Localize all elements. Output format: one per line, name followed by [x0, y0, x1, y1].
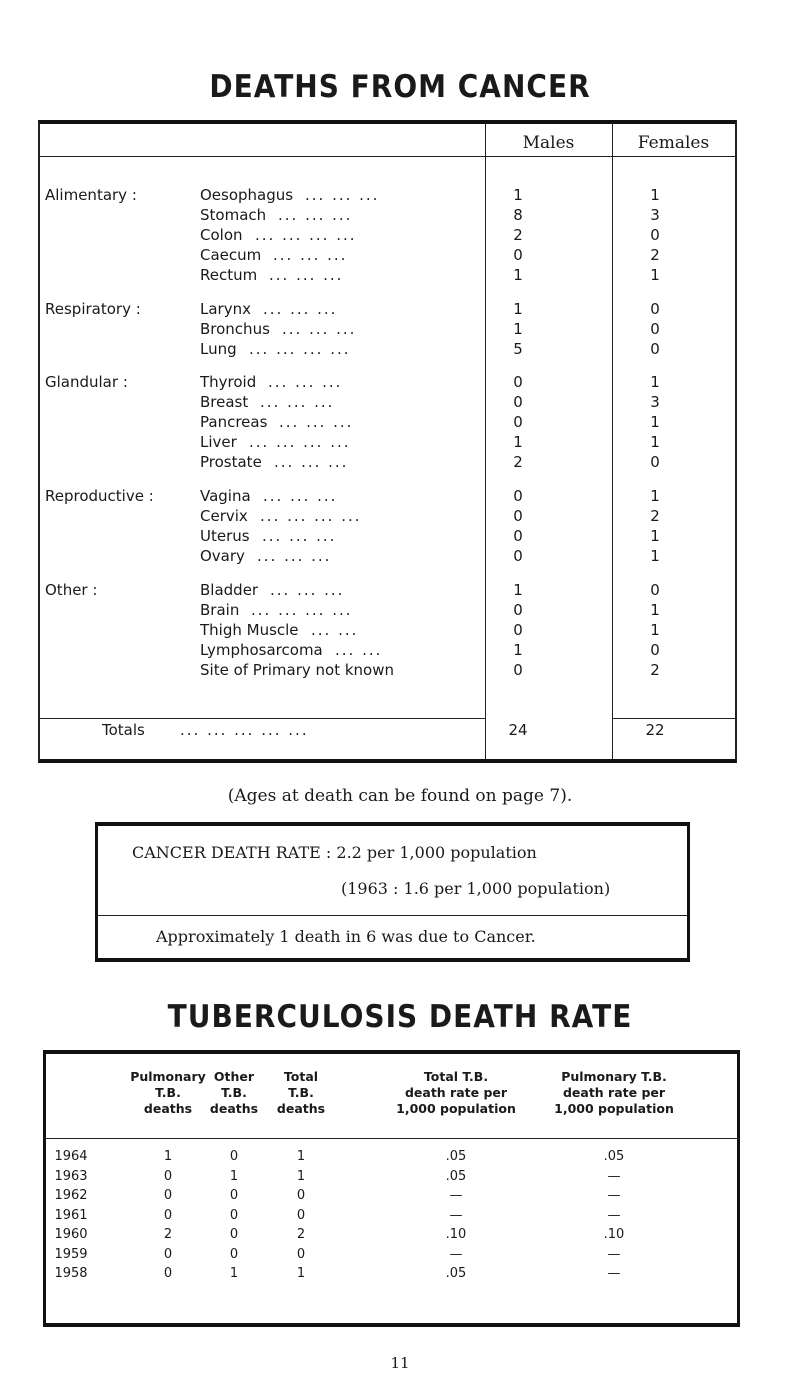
tb-header-line: deaths — [209, 1101, 259, 1116]
site-name: Liver — [200, 433, 237, 451]
tb-header-line: death rate per — [404, 1085, 508, 1100]
tb-cell-total: 2 — [296, 1227, 306, 1242]
totals-males: 24 — [508, 721, 528, 739]
tb-cell-total-rate: — — [449, 1207, 463, 1223]
site-name: Prostate — [200, 453, 262, 471]
leader-dots: ... ... ... ... — [249, 433, 351, 451]
rate-line-2: (1963 : 1.6 per 1,000 population) — [341, 879, 611, 898]
cancer-row — [40, 186, 735, 205]
tb-row — [46, 1266, 737, 1282]
cancer-row — [40, 373, 735, 392]
site-name: Brain — [200, 601, 240, 619]
tb-row — [46, 1188, 737, 1204]
divider — [40, 156, 735, 157]
site-name: Bronchus — [200, 320, 270, 338]
leader-dots: ... ... ... — [279, 413, 354, 431]
males-count: 5 — [513, 340, 523, 358]
site-name: Uterus — [200, 527, 250, 545]
tb-cell-pulmonary: 0 — [163, 1188, 173, 1203]
leader-dots: ... ... ... — [270, 581, 345, 599]
tb-header-line: T.B. — [288, 1085, 314, 1100]
tb-header-line: Total T.B. — [423, 1069, 489, 1084]
females-header: Females — [637, 133, 710, 153]
cancer-row — [40, 641, 735, 660]
site-name: Rectum — [200, 266, 258, 284]
tb-row — [46, 1169, 737, 1185]
males-count: 0 — [513, 487, 523, 505]
cancer-row — [40, 266, 735, 285]
males-count: 1 — [513, 186, 523, 204]
males-count: 1 — [513, 581, 523, 599]
cancer-row — [40, 527, 735, 546]
site-name: Bladder — [200, 581, 259, 599]
leader-dots: ... ... ... ... — [251, 601, 353, 619]
males-header: Males — [522, 133, 575, 153]
totals-row — [40, 721, 735, 740]
site-name: Caecum — [200, 246, 262, 264]
tb-row — [46, 1247, 737, 1263]
totals-females: 22 — [645, 721, 665, 739]
males-count: 2 — [513, 226, 523, 244]
tb-cell-pulm-rate: — — [607, 1246, 621, 1262]
females-count: 0 — [650, 453, 660, 471]
tb-header-line: deaths — [143, 1101, 193, 1116]
tb-cell-total-rate: — — [449, 1246, 463, 1262]
tb-header-line: deaths — [276, 1101, 326, 1116]
tb-cell-pulmonary: 0 — [163, 1266, 173, 1281]
males-count: 8 — [513, 206, 523, 224]
cancer-row — [40, 433, 735, 452]
tb-header-line: Other — [213, 1069, 255, 1084]
leader-dots: ... ... ... ... — [260, 507, 362, 525]
tb-cell-other: 0 — [229, 1149, 239, 1164]
tb-cell-total: 1 — [296, 1168, 306, 1184]
tb-cell-other: 0 — [229, 1207, 239, 1223]
leader-dots: ... ... ... — [274, 453, 349, 471]
tb-cell-total: 1 — [296, 1266, 306, 1281]
divider — [46, 1138, 737, 1139]
males-count: 0 — [513, 661, 523, 679]
tb-cell-year: 1958 — [54, 1266, 88, 1281]
totals-dots: ... ... ... ... ... — [180, 721, 309, 739]
tb-cell-year: 1964 — [54, 1149, 88, 1164]
divider — [98, 915, 687, 916]
cancer-row — [40, 661, 735, 680]
tb-row — [46, 1149, 737, 1165]
tb-cell-total-rate: .05 — [445, 1168, 467, 1184]
males-count: 0 — [513, 413, 523, 431]
cancer-row — [40, 487, 735, 506]
site-name: Pancreas — [200, 413, 268, 431]
tb-header-line: Pulmonary — [130, 1069, 206, 1084]
tb-cell-other: 1 — [229, 1168, 239, 1184]
females-count: 1 — [650, 527, 660, 545]
tb-cell-pulm-rate: — — [607, 1266, 621, 1281]
totals-label: Totals — [102, 721, 145, 739]
tb-header-line: Pulmonary T.B. — [561, 1069, 667, 1084]
site-name: Vagina — [200, 487, 251, 505]
site-name: Lymphosarcoma — [200, 641, 323, 659]
females-count: 1 — [650, 413, 660, 431]
tb-row — [46, 1208, 737, 1224]
rate-line-3: Approximately 1 death in 6 was due to Cancer. — [156, 927, 536, 946]
leader-dots: ... ... ... — [278, 206, 353, 224]
leader-dots: ... ... ... — [262, 527, 337, 545]
females-count: 1 — [650, 186, 660, 204]
tb-cell-total: 0 — [296, 1188, 306, 1203]
females-count: 0 — [650, 641, 660, 659]
site-name: Oesophagus — [200, 186, 294, 204]
tb-cell-year: 1962 — [54, 1188, 88, 1203]
page-number: 11 — [390, 1354, 410, 1372]
site-name: Colon — [200, 226, 243, 244]
cancer-row — [40, 206, 735, 225]
tb-cell-pulm-rate: .10 — [603, 1227, 625, 1242]
tb-cell-total: 0 — [296, 1207, 306, 1223]
site-name: Ovary — [200, 547, 245, 565]
tb-cell-total: 0 — [296, 1246, 306, 1262]
tb-cell-total-rate: — — [449, 1188, 463, 1203]
site-name: Cervix — [200, 507, 248, 525]
tb-header-line: 1,000 population — [396, 1101, 516, 1116]
tb-cell-pulm-rate: — — [607, 1207, 621, 1223]
site-name: Lung — [200, 340, 237, 358]
males-count: 0 — [513, 601, 523, 619]
tb-table — [43, 1050, 740, 1327]
cancer-row — [40, 393, 735, 412]
tb-cell-other: 0 — [229, 1227, 239, 1242]
leader-dots: ... ... ... — [263, 300, 338, 318]
tb-cell-total: 1 — [296, 1149, 306, 1164]
cancer-row — [40, 581, 735, 600]
tb-cell-year: 1963 — [54, 1168, 88, 1184]
leader-dots: ... ... ... — [263, 487, 338, 505]
tb-cell-pulmonary: 2 — [163, 1227, 173, 1242]
tb-cell-pulm-rate: — — [607, 1188, 621, 1203]
cancer-row — [40, 413, 735, 432]
group-label: Alimentary : — [45, 186, 137, 204]
tb-column-header — [539, 1069, 689, 1117]
leader-dots: ... ... ... — [260, 393, 335, 411]
females-count: 1 — [650, 601, 660, 619]
males-count: 0 — [513, 393, 523, 411]
tb-cell-other: 1 — [229, 1266, 239, 1281]
tb-cell-total-rate: .10 — [445, 1227, 467, 1242]
cancer-row — [40, 621, 735, 640]
tb-row — [46, 1227, 737, 1243]
tb-cell-pulm-rate: — — [607, 1168, 621, 1184]
leader-dots: ... ... ... — [257, 547, 332, 565]
females-count: 3 — [650, 393, 660, 411]
tb-cell-year: 1961 — [54, 1207, 88, 1223]
cancer-row — [40, 340, 735, 359]
females-count: 2 — [650, 246, 660, 264]
females-count: 0 — [650, 226, 660, 244]
leader-dots: ... ... ... — [268, 373, 343, 391]
tb-cell-year: 1960 — [54, 1227, 88, 1242]
males-count: 1 — [513, 433, 523, 451]
group-label: Respiratory : — [45, 300, 141, 318]
cancer-row — [40, 226, 735, 245]
females-count: 0 — [650, 320, 660, 338]
males-count: 1 — [513, 641, 523, 659]
males-count: 1 — [513, 300, 523, 318]
tb-cell-other: 0 — [229, 1188, 239, 1203]
group-label: Reproductive : — [45, 487, 154, 505]
site-name: Thigh Muscle — [200, 621, 299, 639]
females-count: 0 — [650, 300, 660, 318]
tb-cell-other: 0 — [229, 1246, 239, 1262]
females-count: 1 — [650, 547, 660, 565]
ages-note: (Ages at death can be found on page 7). — [227, 786, 573, 806]
tb-cell-pulmonary: 0 — [163, 1168, 173, 1184]
site-name: Larynx — [200, 300, 251, 318]
females-count: 2 — [650, 507, 660, 525]
males-count: 1 — [513, 266, 523, 284]
rate-line-1: CANCER DEATH RATE : 2.2 per 1,000 population — [132, 843, 537, 862]
females-count: 1 — [650, 433, 660, 451]
leader-dots: ... ... — [335, 641, 383, 659]
males-count: 0 — [513, 507, 523, 525]
tb-title: TUBERCULOSIS DEATH RATE — [167, 998, 633, 1035]
males-count: 0 — [513, 527, 523, 545]
site-name: Breast — [200, 393, 249, 411]
tb-header-line: 1,000 population — [554, 1101, 674, 1116]
males-count: 0 — [513, 547, 523, 565]
tb-column-header — [261, 1069, 341, 1117]
cancer-row — [40, 300, 735, 319]
cancer-row — [40, 320, 735, 339]
females-count: 0 — [650, 340, 660, 358]
cancer-row — [40, 507, 735, 526]
males-count: 2 — [513, 453, 523, 471]
females-count: 1 — [650, 373, 660, 391]
females-count: 3 — [650, 206, 660, 224]
cancer-table — [38, 120, 737, 763]
cancer-title: DEATHS FROM CANCER — [209, 68, 591, 105]
divider — [40, 718, 485, 719]
group-label: Glandular : — [45, 373, 128, 391]
females-count: 2 — [650, 661, 660, 679]
cancer-row — [40, 246, 735, 265]
cancer-row — [40, 453, 735, 472]
tb-header-line: T.B. — [221, 1085, 247, 1100]
site-name: Site of Primary not known — [200, 661, 395, 679]
males-count: 0 — [513, 373, 523, 391]
leader-dots: ... ... ... ... — [249, 340, 351, 358]
site-name: Stomach — [200, 206, 267, 224]
tb-column-header — [381, 1069, 531, 1117]
tb-header-line: death rate per — [562, 1085, 666, 1100]
tb-cell-total-rate: .05 — [445, 1149, 467, 1164]
tb-cell-pulm-rate: .05 — [603, 1149, 625, 1164]
rate-box — [95, 822, 690, 962]
tb-cell-pulmonary: 0 — [163, 1207, 173, 1223]
leader-dots: ... ... ... — [269, 266, 344, 284]
divider — [612, 718, 735, 719]
tb-cell-pulmonary: 0 — [163, 1246, 173, 1262]
males-count: 1 — [513, 320, 523, 338]
males-count: 0 — [513, 621, 523, 639]
cancer-row — [40, 601, 735, 620]
leader-dots: ... ... ... — [282, 320, 357, 338]
tb-cell-year: 1959 — [54, 1246, 88, 1262]
group-label: Other : — [45, 581, 98, 599]
males-count: 0 — [513, 246, 523, 264]
tb-cell-pulmonary: 1 — [163, 1149, 173, 1164]
cancer-row — [40, 547, 735, 566]
females-count: 1 — [650, 487, 660, 505]
leader-dots: ... ... ... — [273, 246, 348, 264]
females-count: 0 — [650, 581, 660, 599]
tb-header-line: T.B. — [155, 1085, 181, 1100]
females-count: 1 — [650, 621, 660, 639]
leader-dots: ... ... ... — [305, 186, 380, 204]
leader-dots: ... ... ... ... — [255, 226, 357, 244]
tb-cell-total-rate: .05 — [445, 1266, 467, 1281]
tb-header-line: Total — [283, 1069, 319, 1084]
females-count: 1 — [650, 266, 660, 284]
leader-dots: ... ... — [311, 621, 359, 639]
site-name: Thyroid — [200, 373, 257, 391]
